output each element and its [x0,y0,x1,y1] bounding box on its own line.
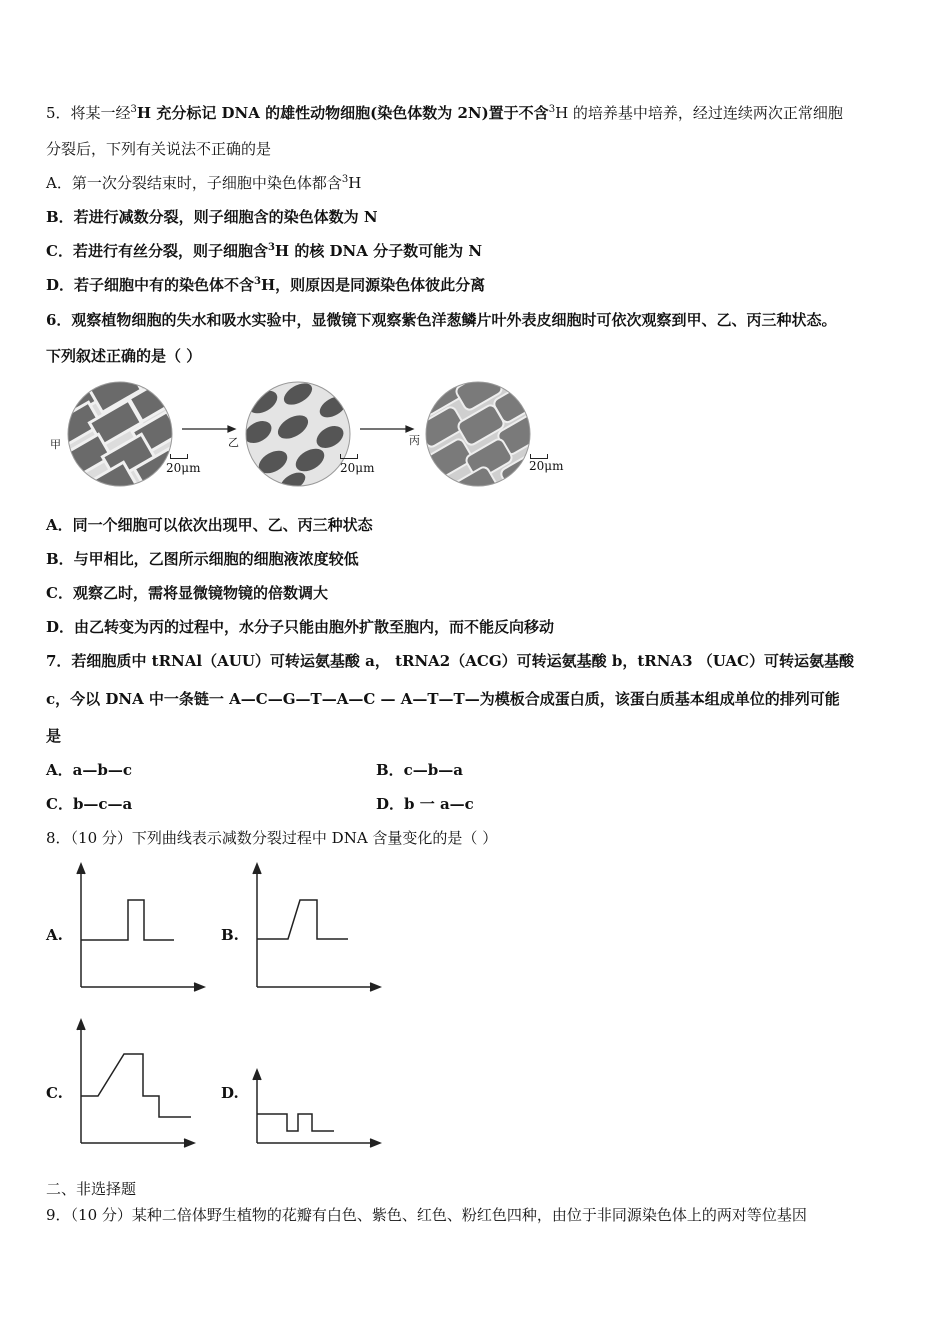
cell-micrographs [48,382,568,492]
q6-option-a: A．同一个细胞可以依次出现甲、乙、丙三种状态 [46,516,373,534]
q5-option-c: C．若进行有丝分裂，则子细胞含$^3$H 的核 DNA 分子数可能为 N [46,242,483,260]
q6-option-b: B．与甲相比，乙图所示细胞的细胞液浓度较低 [46,550,359,568]
q9-stem: 9．（10 分）某种二倍体野生植物的花瓣有白色、紫色、红色、粉红色四种，由位于非同源染色体上的两对等位基因 [46,1206,807,1224]
q6-stem: 6．观察植物细胞的失水和吸水实验中，显微镜下观察紫色洋葱鳞片叶外表皮细胞时可依次观察到甲、乙、丙三种状态。 [46,311,837,329]
q7-option-d: D．b 一 a—c [376,795,474,813]
q5-stem: 5．将某一经$^3$H 充分标记 DNA 的雄性动物细胞(染色体数为 2N)置于不含$^3$H 的培养基中培养，经过连续两次正常细胞 [46,104,843,122]
q7-option-c: C．b—c—a [46,795,133,813]
scale-label: 20μm [340,461,375,475]
q8-option-a-label: A. [46,926,63,944]
q5-option-b: B．若进行减数分裂，则子细胞含的染色体数为 N [46,208,378,226]
q5-option-a: A．第一次分裂结束时，子细胞中染色体都含$^3$H [46,174,362,192]
label-bing: 丙 [409,434,420,447]
scale-bar [340,454,358,459]
label-yi: 乙 [228,436,239,449]
q8-option-c-label: C. [46,1084,63,1102]
section-title: 二、非选择题 [46,1180,137,1198]
q7-stem-line3: 是 [46,727,62,745]
q7-stem-line2: c，今以 DNA 中一条链一 A—C—G—T—A—C — A—T—T—为模板合成蛋白质，该蛋白质基本组成单位的排列可能 [46,690,840,708]
q7-option-b: B．c—b—a [376,761,464,779]
label-jia: 甲 [50,438,61,451]
scale-label: 20μm [529,459,564,473]
q8-graph-a [76,862,206,992]
q6-option-c: C．观察乙时，需将显微镜物镜的倍数调大 [46,584,328,602]
q8-stem: 8．（10 分）下列曲线表示减数分裂过程中 DNA 含量变化的是（ ） [46,829,498,847]
q7-stem: 7．若细胞质中 tRNAl（AUU）可转运氨基酸 a， tRNA2（ACG）可转运氨基酸 b，tRNA3 （UAC）可转运氨基酸 [46,652,854,670]
q8-graph-d [252,1068,382,1148]
q8-graph-c [76,1018,206,1148]
q7-option-a: A．a—b—c [46,761,132,779]
scale-bar [170,454,188,459]
cell-bing [414,368,547,509]
q8-option-d-label: D. [221,1084,239,1102]
scale-label: 20μm [166,461,201,475]
q5-option-d: D．若子细胞中有的染色体不含$^3$H，则原因是同源染色体彼此分离 [46,276,486,294]
q6-option-d: D．由乙转变为丙的过程中，水分子只能由胞外扩散至胞内，而不能反向移动 [46,618,555,636]
q5-stem-line2: 分裂后，下列有关说法不正确的是 [46,140,272,158]
q8-option-b-label: B. [221,926,239,944]
q8-graph-b [252,862,382,992]
q6-stem-line2: 下列叙述正确的是（ ） [46,347,202,365]
